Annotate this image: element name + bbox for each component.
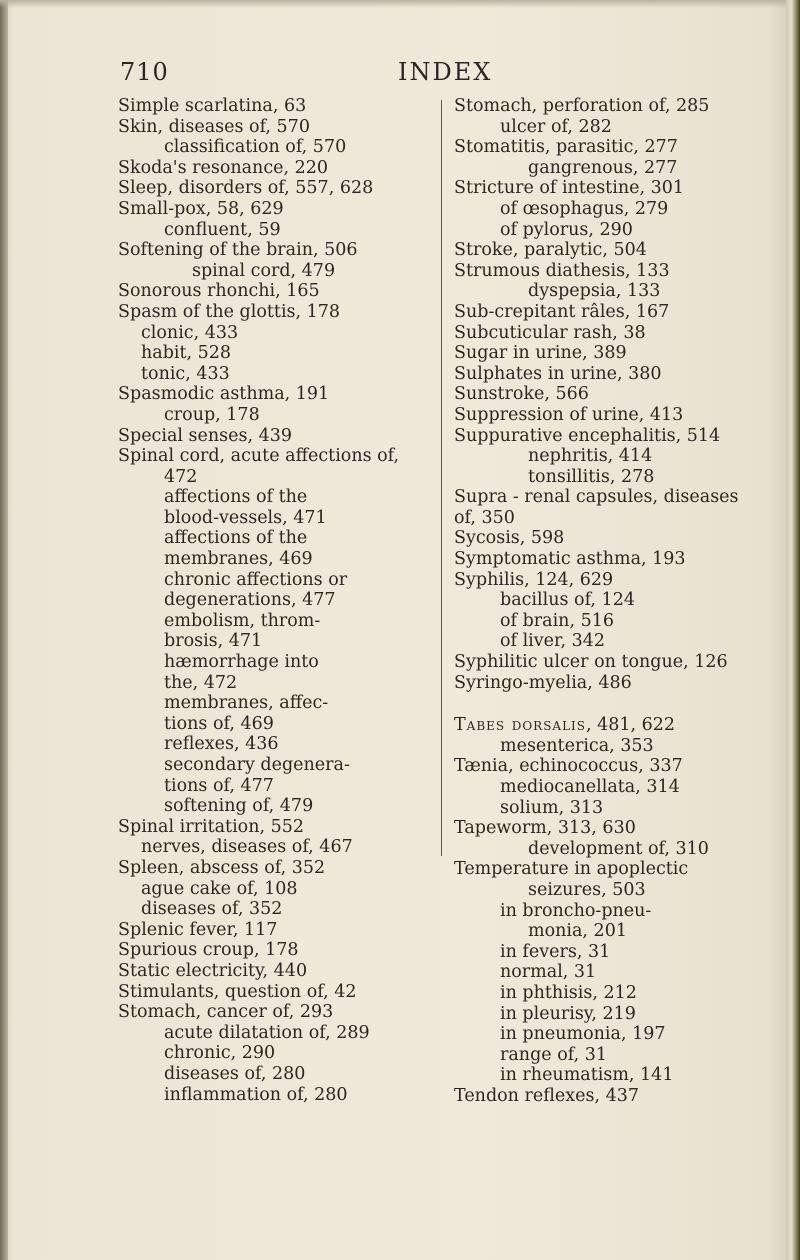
index-entry: Stroke, paralytic, 504 [454, 240, 647, 261]
index-entry: of œsophagus, 279 [500, 198, 669, 219]
index-entry: Sunstroke, 566 [454, 384, 589, 405]
index-entry: in pneumonia, 197 [500, 1024, 666, 1045]
index-entry: diseases of, 280 [164, 1063, 306, 1084]
index-entry: range of, 31 [500, 1044, 607, 1065]
index-entry: of pylorus, 290 [500, 219, 633, 240]
index-entry: Sulphates in urine, 380 [454, 363, 662, 384]
index-entry: membranes, affec- [164, 693, 329, 714]
index-entry: brosis, 471 [164, 631, 263, 652]
index-entry: Strumous diathesis, 133 [454, 260, 670, 281]
index-entry: nerves, diseases of, 467 [141, 837, 353, 858]
index-entry: in pleurisy, 219 [500, 1003, 636, 1024]
index-column-right [454, 96, 794, 1107]
index-entry: confluent, 59 [164, 219, 281, 240]
index-entry: the, 472 [164, 672, 238, 693]
index-entry: Stomatitis, parasitic, 277 [454, 137, 678, 158]
index-entry: acute dilatation of, 289 [164, 1022, 370, 1043]
index-entry: Tænia, echinococcus, 337 [454, 756, 683, 777]
index-entry: clonic, 433 [141, 322, 239, 343]
index-entry: Stomach, perforation of, 285 [454, 96, 710, 116]
index-entry: Spasm of the glottis, 178 [118, 301, 341, 322]
index-entry: Stricture of intestine, 301 [454, 178, 684, 199]
page-number: 710 [120, 58, 169, 86]
index-entry: croup, 178 [164, 404, 260, 425]
index-entry: Spasmodic asthma, 191 [118, 384, 330, 405]
index-entry: Syringo-myelia, 486 [454, 672, 632, 693]
index-entry: blood-vessels, 471 [164, 507, 327, 528]
index-entry: hæmorrhage into [164, 652, 319, 673]
index-entry: tions of, 477 [164, 775, 274, 796]
index-entry: Syphilis, 124, 629 [454, 569, 614, 590]
index-entry: Splenic fever, 117 [118, 919, 278, 940]
index-entry: in phthisis, 212 [500, 982, 637, 1003]
index-entry: Static electricity, 440 [118, 960, 308, 981]
column-divider [441, 100, 442, 856]
index-entry: mesenterica, 353 [500, 735, 654, 756]
index-entry: softening of, 479 [164, 796, 314, 817]
index-entry: embolism, throm- [164, 610, 321, 631]
index-entry: Spleen, abscess of, 352 [118, 857, 326, 878]
index-entry: tions of, 469 [164, 713, 274, 734]
index-entry: Subcuticular rash, 38 [454, 322, 646, 343]
index-entry: normal, 31 [500, 962, 597, 983]
index-entry: Tapeworm, 313, 630 [454, 818, 636, 839]
index-entry: Sonorous rhonchi, 165 [118, 281, 320, 302]
index-entry: mediocanellata, 314 [500, 777, 680, 797]
index-entry: Temperature in apoplectic [454, 859, 689, 880]
index-entry: spinal cord, 479 [192, 260, 336, 281]
index-entry: Supra - renal capsules, diseases [454, 487, 739, 508]
index-entry: Skoda's resonance, 220 [118, 157, 329, 178]
index-entry: gangrenous, 277 [528, 157, 678, 178]
index-entry: Syphilitic ulcer on tongue, 126 [454, 652, 728, 673]
index-entry: ulcer of, 282 [500, 116, 612, 137]
index-entry: Sleep, disorders of, 557, 628 [118, 178, 374, 199]
index-entry: Stimulants, question of, 42 [118, 981, 357, 1002]
index-entry: Spurious croup, 178 [118, 940, 299, 961]
index-entry: Special senses, 439 [118, 425, 292, 446]
index-entry: reflexes, 436 [164, 734, 279, 755]
index-entry: habit, 528 [141, 343, 232, 364]
index-entry: Symptomatic asthma, 193 [454, 549, 686, 570]
index-entry: seizures, 503 [528, 879, 646, 900]
index-entry: Sugar in urine, 389 [454, 343, 627, 364]
index-entry: chronic, 290 [164, 1043, 276, 1064]
index-entry: monia, 201 [528, 921, 627, 942]
index-entry: classification of, 570 [164, 137, 347, 158]
index-entry: Sub-crepitant râles, 167 [454, 301, 670, 322]
index-entry: Stomach, cancer of, 293 [118, 1002, 334, 1023]
index-entry: diseases of, 352 [141, 899, 283, 920]
index-entry: ague cake of, 108 [141, 878, 298, 899]
index-entry: Tendon reflexes, 437 [454, 1085, 639, 1106]
index-entry: Spinal cord, acute affections of, [118, 446, 400, 467]
index-entry: Spinal irritation, 552 [118, 816, 305, 837]
index-entry: affections of the [164, 487, 308, 508]
index-entry: in rheumatism, 141 [500, 1065, 674, 1086]
index-entry: chronic affections or [164, 569, 348, 590]
page-top-shadow [0, 0, 800, 8]
index-entry: Softening of the brain, 506 [118, 240, 358, 261]
index-entry: Sycosis, 598 [454, 528, 565, 549]
index-entry: of liver, 342 [500, 631, 605, 652]
index-entry: Simple scarlatina, 63 [118, 96, 307, 116]
index-entry: degenerations, 477 [164, 590, 336, 611]
index-entry: dyspepsia, 133 [528, 281, 661, 302]
page-binding-edge [0, 0, 8, 1260]
index-entry: solium, 313 [500, 797, 604, 818]
index-entry: in fevers, 31 [500, 941, 611, 962]
index-entry: Skin, diseases of, 570 [118, 116, 310, 137]
index-entry: of brain, 516 [500, 610, 614, 631]
index-entry: Tabes dorsalis, 481, 622 [454, 715, 676, 736]
index-entry: tonsillitis, 278 [528, 466, 655, 487]
page-heading: INDEX [398, 58, 493, 86]
index-entry: Suppression of urine, 413 [454, 404, 684, 425]
index-entry: in broncho-pneu- [500, 900, 652, 921]
index-entry: bacillus of, 124 [500, 590, 635, 611]
index-entry: secondary degenera- [164, 755, 350, 775]
index-entry: affections of the [164, 528, 308, 549]
index-entry: 472 [164, 466, 198, 487]
index-entry: development of, 310 [528, 838, 709, 859]
index-entry: nephritis, 414 [528, 446, 653, 467]
index-entry: of, 350 [454, 507, 515, 528]
index-entry: Suppurative encephalitis, 514 [454, 425, 721, 446]
index-entry: Small-pox, 58, 629 [118, 198, 284, 219]
index-entry: tonic, 433 [141, 363, 230, 384]
index-column-left [118, 96, 458, 1105]
index-entry: membranes, 469 [164, 549, 313, 570]
index-entry: inflammation of, 280 [164, 1084, 348, 1105]
